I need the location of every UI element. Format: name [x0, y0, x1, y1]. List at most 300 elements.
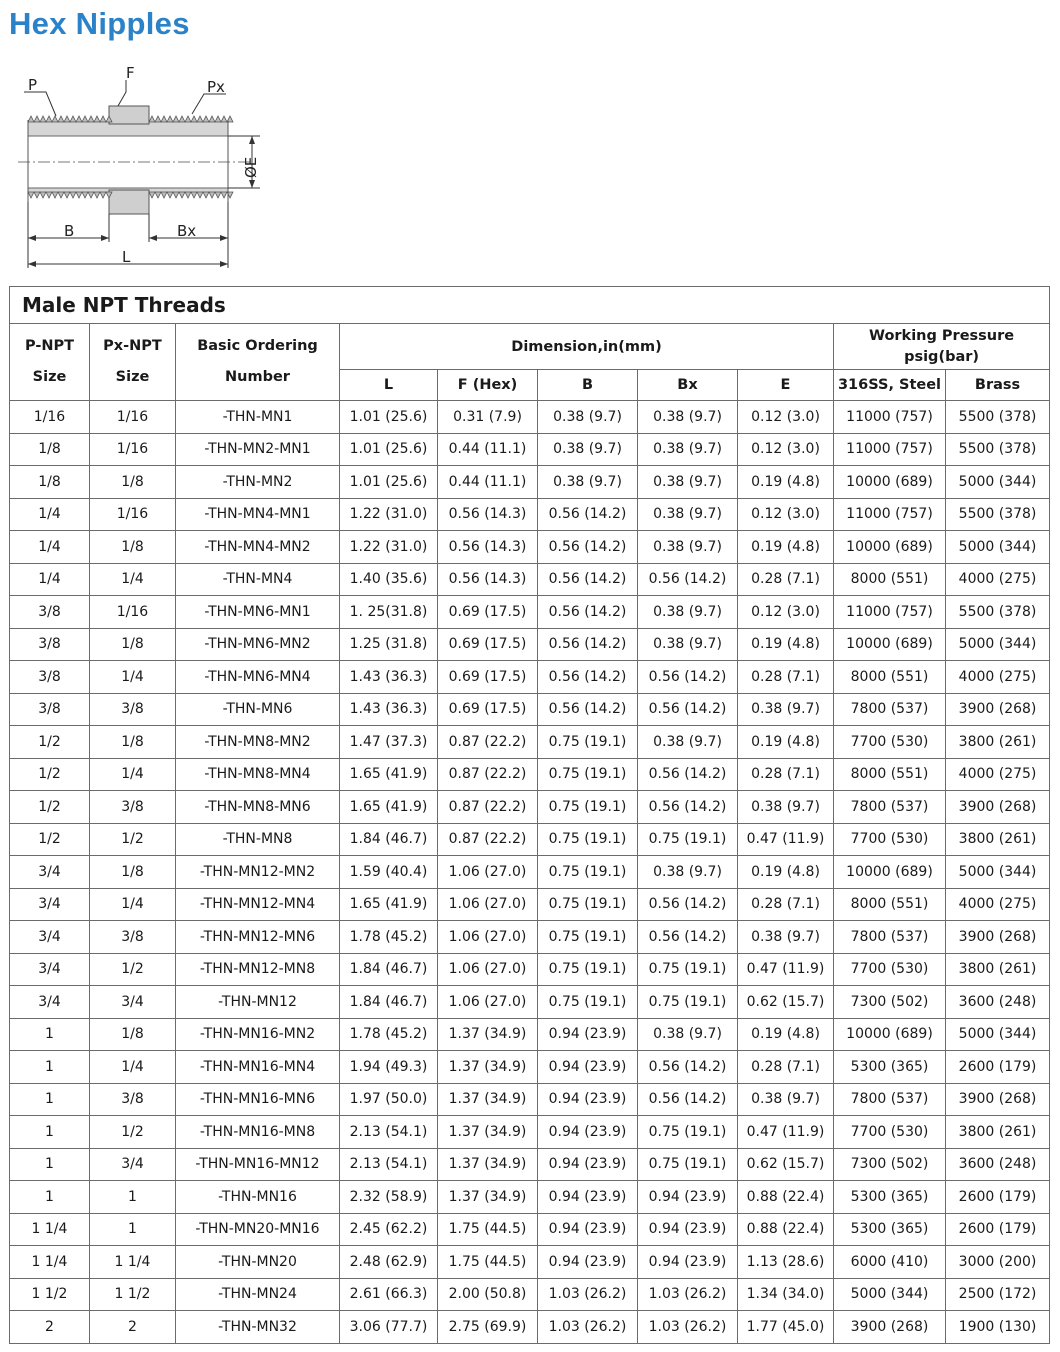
table-row — [10, 1181, 1050, 1214]
cell-dim-f-hex: 1.06 (27.0) — [438, 888, 538, 921]
cell-dim-e: 0.47 (11.9) — [738, 823, 834, 856]
cell-dim-l: 1.97 (50.0) — [340, 1083, 438, 1116]
cell-dim-f-hex: 1.06 (27.0) — [438, 986, 538, 1019]
cell-ordering-number: -THN-MN2 — [176, 466, 340, 499]
cell-pressure-316ss-steel: 7300 (502) — [834, 986, 946, 1019]
cell-ordering-number: -THN-MN12-MN2 — [176, 856, 340, 889]
cell-px-npt-size: 1/8 — [90, 726, 176, 759]
nipple-body — [18, 106, 250, 214]
cell-ordering-number: -THN-MN24 — [176, 1278, 340, 1311]
cell-pressure-316ss-steel: 10000 (689) — [834, 856, 946, 889]
cell-dim-e: 1.34 (34.0) — [738, 1278, 834, 1311]
cell-px-npt-size: 1/4 — [90, 758, 176, 791]
cell-dim-e: 0.19 (4.8) — [738, 1018, 834, 1051]
cell-dim-b: 0.94 (23.9) — [538, 1083, 638, 1116]
cell-dim-f-hex: 0.69 (17.5) — [438, 693, 538, 726]
cell-dim-b: 0.38 (9.7) — [538, 401, 638, 434]
male-npt-threads-table — [9, 286, 1050, 1344]
label-bx: Bx — [177, 222, 197, 240]
cell-ordering-number: -THN-MN12-MN4 — [176, 888, 340, 921]
table-row — [10, 953, 1050, 986]
cell-dim-bx: 0.38 (9.7) — [638, 466, 738, 499]
cell-pressure-brass: 4000 (275) — [946, 661, 1050, 694]
cell-pressure-316ss-steel: 10000 (689) — [834, 466, 946, 499]
cell-px-npt-size: 1 1/2 — [90, 1278, 176, 1311]
table-row — [10, 823, 1050, 856]
table-row — [10, 726, 1050, 759]
table-row — [10, 791, 1050, 824]
cell-dim-b: 0.56 (14.2) — [538, 693, 638, 726]
cell-dim-e: 0.88 (22.4) — [738, 1213, 834, 1246]
cell-dim-f-hex: 1.75 (44.5) — [438, 1213, 538, 1246]
cell-dim-l: 2.13 (54.1) — [340, 1116, 438, 1149]
cell-dim-l: 1.01 (25.6) — [340, 433, 438, 466]
cell-pressure-brass: 5500 (378) — [946, 596, 1050, 629]
cell-p-npt-size: 1 — [10, 1018, 90, 1051]
cell-dim-l: 1.78 (45.2) — [340, 1018, 438, 1051]
cell-p-npt-size: 3/4 — [10, 986, 90, 1019]
cell-dim-bx: 0.38 (9.7) — [638, 628, 738, 661]
cell-ordering-number: -THN-MN12-MN6 — [176, 921, 340, 954]
cell-dim-bx: 0.38 (9.7) — [638, 401, 738, 434]
cell-dim-b: 0.56 (14.2) — [538, 628, 638, 661]
cell-pressure-brass: 2600 (179) — [946, 1181, 1050, 1214]
cell-dim-bx: 0.56 (14.2) — [638, 661, 738, 694]
cell-pressure-316ss-steel: 5300 (365) — [834, 1051, 946, 1084]
cell-p-npt-size: 1/4 — [10, 531, 90, 564]
cell-p-npt-size: 1/2 — [10, 823, 90, 856]
cell-pressure-brass: 3800 (261) — [946, 823, 1050, 856]
cell-dim-b: 0.56 (14.2) — [538, 661, 638, 694]
cell-dim-e: 0.38 (9.7) — [738, 921, 834, 954]
cell-p-npt-size: 1/8 — [10, 433, 90, 466]
cell-dim-e: 0.28 (7.1) — [738, 661, 834, 694]
cell-pressure-316ss-steel: 8000 (551) — [834, 888, 946, 921]
cell-dim-f-hex: 0.87 (22.2) — [438, 823, 538, 856]
cell-ordering-number: -THN-MN1 — [176, 401, 340, 434]
header-b: B — [538, 370, 638, 401]
cell-px-npt-size: 1/2 — [90, 1116, 176, 1149]
cell-dim-f-hex: 0.56 (14.3) — [438, 531, 538, 564]
cell-dim-b: 0.75 (19.1) — [538, 856, 638, 889]
cell-ordering-number: -THN-MN2-MN1 — [176, 433, 340, 466]
cell-pressure-brass: 5000 (344) — [946, 1018, 1050, 1051]
label-f: F — [126, 64, 135, 82]
cell-dim-b: 0.38 (9.7) — [538, 433, 638, 466]
cell-ordering-number: -THN-MN8 — [176, 823, 340, 856]
cell-p-npt-size: 1/4 — [10, 563, 90, 596]
table-row — [10, 856, 1050, 889]
cell-ordering-number: -THN-MN20 — [176, 1246, 340, 1279]
cell-dim-bx: 0.56 (14.2) — [638, 921, 738, 954]
cell-dim-bx: 0.38 (9.7) — [638, 498, 738, 531]
cell-dim-b: 0.94 (23.9) — [538, 1246, 638, 1279]
cell-p-npt-size: 3/4 — [10, 953, 90, 986]
table-row — [10, 401, 1050, 434]
cell-dim-bx: 0.38 (9.7) — [638, 1018, 738, 1051]
cell-dim-b: 0.94 (23.9) — [538, 1148, 638, 1181]
cell-px-npt-size: 1/16 — [90, 498, 176, 531]
cell-ordering-number: -THN-MN6-MN1 — [176, 596, 340, 629]
cell-dim-b: 0.75 (19.1) — [538, 758, 638, 791]
cell-pressure-brass: 3000 (200) — [946, 1246, 1050, 1279]
cell-dim-f-hex: 0.69 (17.5) — [438, 596, 538, 629]
cell-ordering-number: -THN-MN12-MN8 — [176, 953, 340, 986]
cell-dim-f-hex: 0.44 (11.1) — [438, 466, 538, 499]
cell-dim-b: 0.94 (23.9) — [538, 1181, 638, 1214]
cell-dim-l: 1. 25(31.8) — [340, 596, 438, 629]
cell-dim-l: 1.43 (36.3) — [340, 661, 438, 694]
cell-p-npt-size: 1 — [10, 1181, 90, 1214]
cell-ordering-number: -THN-MN32 — [176, 1311, 340, 1344]
cell-pressure-brass: 3800 (261) — [946, 726, 1050, 759]
table-body — [10, 401, 1050, 1344]
cell-dim-bx: 1.03 (26.2) — [638, 1278, 738, 1311]
cell-dim-e: 0.38 (9.7) — [738, 791, 834, 824]
cell-pressure-316ss-steel: 11000 (757) — [834, 433, 946, 466]
cell-dim-bx: 0.38 (9.7) — [638, 531, 738, 564]
label-l: L — [122, 248, 131, 266]
cell-pressure-brass: 2600 (179) — [946, 1213, 1050, 1246]
cell-dim-b: 0.94 (23.9) — [538, 1213, 638, 1246]
cell-dim-bx: 0.94 (23.9) — [638, 1246, 738, 1279]
cell-dim-b: 0.94 (23.9) — [538, 1018, 638, 1051]
cell-dim-l: 3.06 (77.7) — [340, 1311, 438, 1344]
label-e: ØE — [242, 156, 260, 178]
cell-ordering-number: -THN-MN16-MN2 — [176, 1018, 340, 1051]
cell-ordering-number: -THN-MN16-MN6 — [176, 1083, 340, 1116]
cell-dim-e: 0.12 (3.0) — [738, 433, 834, 466]
hex-nipple-diagram — [14, 62, 264, 274]
cell-pressure-brass: 3800 (261) — [946, 953, 1050, 986]
cell-px-npt-size: 3/8 — [90, 1083, 176, 1116]
cell-pressure-316ss-steel: 11000 (757) — [834, 596, 946, 629]
cell-px-npt-size: 1/4 — [90, 1051, 176, 1084]
cell-pressure-316ss-steel: 6000 (410) — [834, 1246, 946, 1279]
cell-pressure-316ss-steel: 8000 (551) — [834, 563, 946, 596]
cell-dim-l: 1.22 (31.0) — [340, 531, 438, 564]
cell-dim-bx: 0.38 (9.7) — [638, 596, 738, 629]
cell-dim-bx: 0.75 (19.1) — [638, 986, 738, 1019]
cell-px-npt-size: 1/8 — [90, 466, 176, 499]
cell-pressure-brass: 5000 (344) — [946, 466, 1050, 499]
section-title: Male NPT Threads — [10, 287, 1050, 324]
cell-px-npt-size: 1/4 — [90, 661, 176, 694]
cell-dim-bx: 0.56 (14.2) — [638, 888, 738, 921]
cell-dim-bx: 0.38 (9.7) — [638, 856, 738, 889]
cell-dim-e: 0.19 (4.8) — [738, 628, 834, 661]
cell-ordering-number: -THN-MN8-MN2 — [176, 726, 340, 759]
cell-dim-f-hex: 0.87 (22.2) — [438, 758, 538, 791]
cell-pressure-316ss-steel: 3900 (268) — [834, 1311, 946, 1344]
header-e: E — [738, 370, 834, 401]
cell-p-npt-size: 3/4 — [10, 888, 90, 921]
cell-dim-f-hex: 2.00 (50.8) — [438, 1278, 538, 1311]
cell-dim-l: 1.65 (41.9) — [340, 758, 438, 791]
cell-pressure-316ss-steel: 7300 (502) — [834, 1148, 946, 1181]
cell-dim-l: 1.01 (25.6) — [340, 466, 438, 499]
cell-dim-l: 2.61 (66.3) — [340, 1278, 438, 1311]
cell-dim-bx: 0.94 (23.9) — [638, 1181, 738, 1214]
table-row — [10, 693, 1050, 726]
table-row — [10, 1051, 1050, 1084]
cell-dim-l: 1.43 (36.3) — [340, 693, 438, 726]
header-brass: Brass — [946, 370, 1050, 401]
cell-pressure-brass: 3600 (248) — [946, 1148, 1050, 1181]
cell-dim-f-hex: 1.06 (27.0) — [438, 953, 538, 986]
cell-dim-f-hex: 1.75 (44.5) — [438, 1246, 538, 1279]
cell-dim-l: 2.45 (62.2) — [340, 1213, 438, 1246]
cell-dim-b: 0.94 (23.9) — [538, 1051, 638, 1084]
cell-pressure-316ss-steel: 11000 (757) — [834, 498, 946, 531]
cell-px-npt-size: 3/8 — [90, 693, 176, 726]
cell-pressure-brass: 5000 (344) — [946, 531, 1050, 564]
cell-px-npt-size: 1/16 — [90, 433, 176, 466]
cell-pressure-brass: 3900 (268) — [946, 693, 1050, 726]
cell-p-npt-size: 1 1/4 — [10, 1213, 90, 1246]
table-row — [10, 921, 1050, 954]
table-row — [10, 466, 1050, 499]
cell-ordering-number: -THN-MN20-MN16 — [176, 1213, 340, 1246]
table-row — [10, 661, 1050, 694]
cell-ordering-number: -THN-MN4-MN1 — [176, 498, 340, 531]
cell-px-npt-size: 1/2 — [90, 823, 176, 856]
cell-ordering-number: -THN-MN16-MN8 — [176, 1116, 340, 1149]
cell-p-npt-size: 1/16 — [10, 401, 90, 434]
cell-px-npt-size: 3/8 — [90, 791, 176, 824]
cell-ordering-number: -THN-MN6 — [176, 693, 340, 726]
cell-dim-f-hex: 0.44 (11.1) — [438, 433, 538, 466]
table-row — [10, 531, 1050, 564]
cell-p-npt-size: 1/4 — [10, 498, 90, 531]
cell-dim-f-hex: 0.87 (22.2) — [438, 726, 538, 759]
cell-px-npt-size: 1/8 — [90, 531, 176, 564]
cell-dim-e: 0.47 (11.9) — [738, 953, 834, 986]
cell-ordering-number: -THN-MN6-MN4 — [176, 661, 340, 694]
cell-dim-bx: 0.56 (14.2) — [638, 693, 738, 726]
cell-dim-l: 1.59 (40.4) — [340, 856, 438, 889]
cell-dim-bx: 0.56 (14.2) — [638, 1083, 738, 1116]
cell-px-npt-size: 1/4 — [90, 563, 176, 596]
cell-dim-bx: 0.56 (14.2) — [638, 563, 738, 596]
cell-pressure-brass: 5500 (378) — [946, 401, 1050, 434]
cell-pressure-brass: 4000 (275) — [946, 758, 1050, 791]
cell-pressure-316ss-steel: 5300 (365) — [834, 1181, 946, 1214]
table-row — [10, 563, 1050, 596]
cell-px-npt-size: 3/4 — [90, 1148, 176, 1181]
cell-ordering-number: -THN-MN4-MN2 — [176, 531, 340, 564]
header-dimension: Dimension,in(mm) — [340, 324, 834, 370]
cell-dim-b: 0.75 (19.1) — [538, 986, 638, 1019]
cell-pressure-316ss-steel: 10000 (689) — [834, 531, 946, 564]
cell-pressure-316ss-steel: 10000 (689) — [834, 628, 946, 661]
cell-p-npt-size: 2 — [10, 1311, 90, 1344]
cell-p-npt-size: 1 — [10, 1051, 90, 1084]
cell-dim-b: 0.75 (19.1) — [538, 726, 638, 759]
cell-dim-e: 0.38 (9.7) — [738, 693, 834, 726]
cell-ordering-number: -THN-MN6-MN2 — [176, 628, 340, 661]
cell-dim-l: 1.22 (31.0) — [340, 498, 438, 531]
cell-dim-f-hex: 1.37 (34.9) — [438, 1116, 538, 1149]
cell-dim-l: 2.32 (58.9) — [340, 1181, 438, 1214]
cell-pressure-316ss-steel: 7800 (537) — [834, 921, 946, 954]
cell-p-npt-size: 1 — [10, 1148, 90, 1181]
cell-pressure-316ss-steel: 8000 (551) — [834, 758, 946, 791]
cell-ordering-number: -THN-MN12 — [176, 986, 340, 1019]
cell-dim-bx: 0.75 (19.1) — [638, 1116, 738, 1149]
cell-dim-bx: 0.38 (9.7) — [638, 726, 738, 759]
cell-pressure-316ss-steel: 7800 (537) — [834, 791, 946, 824]
cell-dim-f-hex: 0.56 (14.3) — [438, 498, 538, 531]
cell-pressure-316ss-steel: 11000 (757) — [834, 401, 946, 434]
cell-px-npt-size: 3/8 — [90, 921, 176, 954]
cell-dim-l: 1.65 (41.9) — [340, 791, 438, 824]
cell-pressure-brass: 5500 (378) — [946, 498, 1050, 531]
cell-p-npt-size: 1 1/4 — [10, 1246, 90, 1279]
cell-dim-e: 0.62 (15.7) — [738, 1148, 834, 1181]
cell-dim-e: 1.77 (45.0) — [738, 1311, 834, 1344]
cell-dim-f-hex: 0.69 (17.5) — [438, 661, 538, 694]
cell-dim-f-hex: 0.87 (22.2) — [438, 791, 538, 824]
cell-dim-e: 0.19 (4.8) — [738, 856, 834, 889]
cell-px-npt-size: 1 — [90, 1181, 176, 1214]
cell-dim-l: 1.01 (25.6) — [340, 401, 438, 434]
cell-dim-l: 1.40 (35.6) — [340, 563, 438, 596]
page-title: Hex Nipples — [9, 6, 190, 41]
table-row — [10, 498, 1050, 531]
cell-dim-f-hex: 1.37 (34.9) — [438, 1083, 538, 1116]
cell-dim-b: 1.03 (26.2) — [538, 1311, 638, 1344]
cell-p-npt-size: 3/8 — [10, 661, 90, 694]
cell-ordering-number: -THN-MN16 — [176, 1181, 340, 1214]
cell-p-npt-size: 3/4 — [10, 921, 90, 954]
cell-dim-b: 0.94 (23.9) — [538, 1116, 638, 1149]
cell-pressure-316ss-steel: 8000 (551) — [834, 661, 946, 694]
cell-dim-f-hex: 1.37 (34.9) — [438, 1181, 538, 1214]
cell-dim-e: 0.19 (4.8) — [738, 531, 834, 564]
table-row — [10, 1018, 1050, 1051]
cell-pressure-316ss-steel: 7700 (530) — [834, 823, 946, 856]
cell-dim-e: 0.12 (3.0) — [738, 401, 834, 434]
table-row — [10, 1083, 1050, 1116]
cell-dim-b: 0.75 (19.1) — [538, 921, 638, 954]
cell-dim-e: 0.47 (11.9) — [738, 1116, 834, 1149]
cell-px-npt-size: 1/2 — [90, 953, 176, 986]
cell-pressure-brass: 4000 (275) — [946, 888, 1050, 921]
cell-ordering-number: -THN-MN4 — [176, 563, 340, 596]
cell-dim-e: 0.62 (15.7) — [738, 986, 834, 1019]
cell-dim-bx: 0.38 (9.7) — [638, 433, 738, 466]
cell-px-npt-size: 1 — [90, 1213, 176, 1246]
cell-dim-f-hex: 1.06 (27.0) — [438, 856, 538, 889]
table-row — [10, 1311, 1050, 1344]
cell-p-npt-size: 3/8 — [10, 596, 90, 629]
cell-dim-bx: 0.75 (19.1) — [638, 823, 738, 856]
cell-dim-e: 0.12 (3.0) — [738, 498, 834, 531]
cell-p-npt-size: 1/8 — [10, 466, 90, 499]
cell-dim-f-hex: 0.31 (7.9) — [438, 401, 538, 434]
cell-pressure-brass: 3800 (261) — [946, 1116, 1050, 1149]
table-row — [10, 1148, 1050, 1181]
cell-dim-e: 0.19 (4.8) — [738, 466, 834, 499]
cell-dim-l: 1.84 (46.7) — [340, 986, 438, 1019]
cell-p-npt-size: 3/4 — [10, 856, 90, 889]
table-row — [10, 986, 1050, 1019]
cell-dim-e: 0.28 (7.1) — [738, 758, 834, 791]
cell-pressure-brass: 3900 (268) — [946, 791, 1050, 824]
cell-px-npt-size: 2 — [90, 1311, 176, 1344]
cell-px-npt-size: 1/16 — [90, 401, 176, 434]
table-row — [10, 1246, 1050, 1279]
cell-p-npt-size: 3/8 — [10, 693, 90, 726]
cell-pressure-316ss-steel: 5000 (344) — [834, 1278, 946, 1311]
cell-pressure-brass: 3900 (268) — [946, 921, 1050, 954]
header-px-npt-size: Px-NPT Size — [90, 324, 176, 401]
cell-dim-b: 0.75 (19.1) — [538, 953, 638, 986]
table-row — [10, 628, 1050, 661]
cell-p-npt-size: 1 — [10, 1083, 90, 1116]
cell-dim-b: 0.56 (14.2) — [538, 596, 638, 629]
cell-px-npt-size: 1/8 — [90, 856, 176, 889]
header-l: L — [340, 370, 438, 401]
cell-ordering-number: -THN-MN8-MN4 — [176, 758, 340, 791]
cell-dim-b: 0.56 (14.2) — [538, 531, 638, 564]
cell-px-npt-size: 1/16 — [90, 596, 176, 629]
cell-dim-bx: 0.75 (19.1) — [638, 1148, 738, 1181]
cell-dim-f-hex: 1.37 (34.9) — [438, 1018, 538, 1051]
header-p-npt-size: P-NPT Size — [10, 324, 90, 401]
cell-dim-bx: 0.56 (14.2) — [638, 1051, 738, 1084]
cell-dim-l: 2.13 (54.1) — [340, 1148, 438, 1181]
cell-pressure-brass: 2600 (179) — [946, 1051, 1050, 1084]
cell-dim-f-hex: 2.75 (69.9) — [438, 1311, 538, 1344]
cell-dim-f-hex: 0.56 (14.3) — [438, 563, 538, 596]
cell-dim-f-hex: 1.37 (34.9) — [438, 1051, 538, 1084]
cell-px-npt-size: 1/8 — [90, 628, 176, 661]
cell-dim-b: 0.75 (19.1) — [538, 791, 638, 824]
table-row — [10, 1213, 1050, 1246]
cell-dim-bx: 0.94 (23.9) — [638, 1213, 738, 1246]
table-row — [10, 758, 1050, 791]
cell-pressure-316ss-steel: 7700 (530) — [834, 953, 946, 986]
cell-dim-e: 0.28 (7.1) — [738, 888, 834, 921]
table-row — [10, 596, 1050, 629]
label-b: B — [64, 222, 75, 240]
cell-pressure-brass: 2500 (172) — [946, 1278, 1050, 1311]
cell-px-npt-size: 1 1/4 — [90, 1246, 176, 1279]
cell-pressure-316ss-steel: 7800 (537) — [834, 1083, 946, 1116]
cell-dim-l: 1.65 (41.9) — [340, 888, 438, 921]
header-ordering-number: Basic Ordering Number — [176, 324, 340, 401]
cell-dim-l: 1.94 (49.3) — [340, 1051, 438, 1084]
cell-dim-e: 0.12 (3.0) — [738, 596, 834, 629]
cell-p-npt-size: 3/8 — [10, 628, 90, 661]
cell-dim-e: 0.88 (22.4) — [738, 1181, 834, 1214]
cell-ordering-number: -THN-MN8-MN6 — [176, 791, 340, 824]
cell-pressure-brass: 4000 (275) — [946, 563, 1050, 596]
cell-dim-l: 1.84 (46.7) — [340, 823, 438, 856]
cell-dim-b: 0.75 (19.1) — [538, 888, 638, 921]
cell-dim-e: 1.13 (28.6) — [738, 1246, 834, 1279]
cell-dim-f-hex: 1.37 (34.9) — [438, 1148, 538, 1181]
cell-dim-b: 0.38 (9.7) — [538, 466, 638, 499]
cell-p-npt-size: 1 1/2 — [10, 1278, 90, 1311]
cell-dim-bx: 0.56 (14.2) — [638, 758, 738, 791]
cell-px-npt-size: 1/4 — [90, 888, 176, 921]
cell-p-npt-size: 1/2 — [10, 758, 90, 791]
cell-dim-l: 1.25 (31.8) — [340, 628, 438, 661]
cell-p-npt-size: 1/2 — [10, 726, 90, 759]
